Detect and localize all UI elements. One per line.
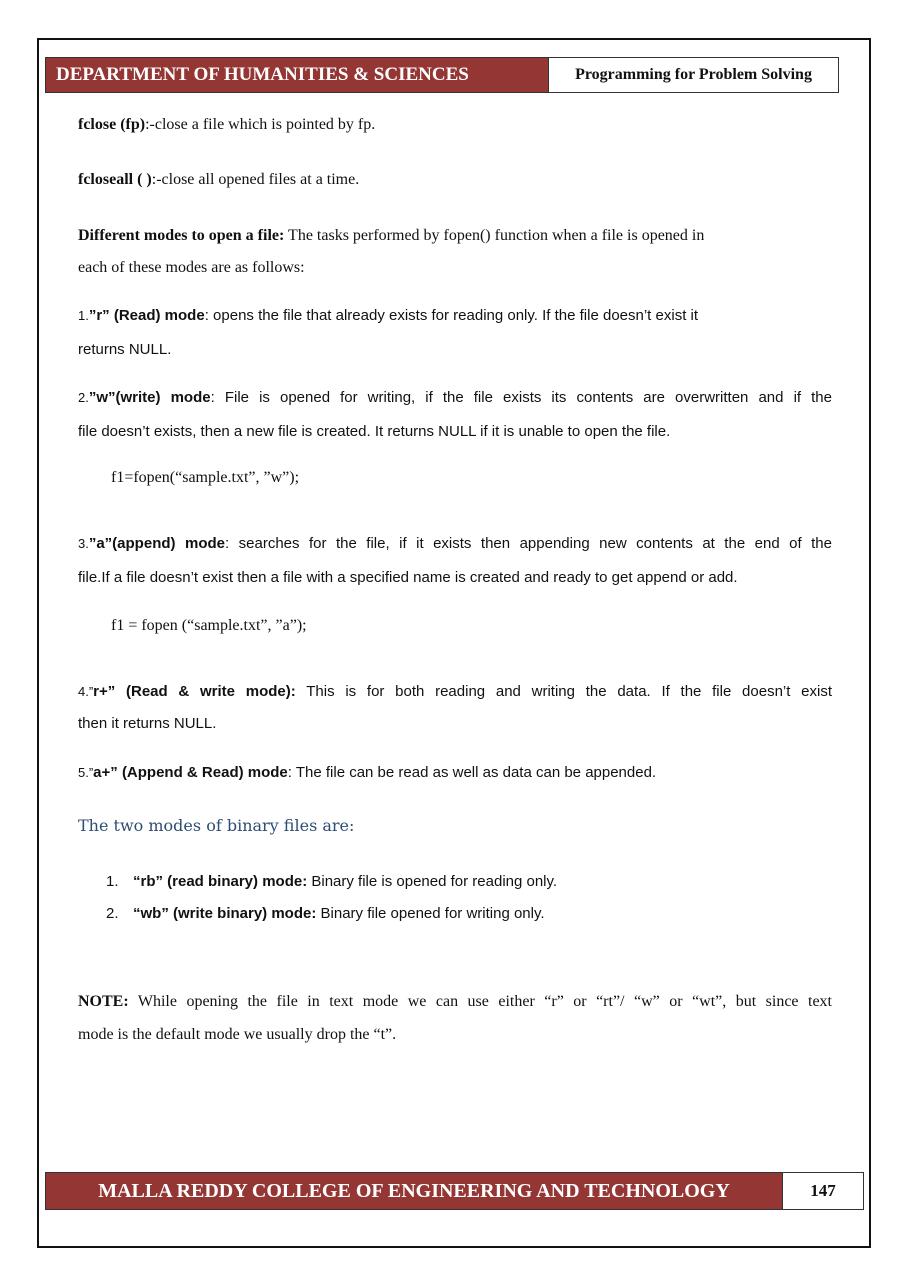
rb-mode-desc: Binary file is opened for reading only. [307, 873, 558, 890]
mode-w-number: 2. [78, 390, 89, 405]
list-item [106, 873, 557, 890]
mode-w-line2: file doesn’t exists, then a new file is created. It returns NULL if it is unable to open the file. [78, 423, 671, 440]
mode-w-line1 [78, 389, 832, 406]
college-name: MALLA REDDY COLLEGE OF ENGINEERING AND TECHNOLOGY [46, 1173, 782, 1209]
mode-r-line1 [78, 307, 698, 324]
rb-mode-term: “rb” (read binary) mode: [133, 873, 308, 890]
page-border [37, 38, 871, 1248]
mode-aplus-term: a+” (Append & Read) mode [93, 764, 288, 781]
mode-r-text1: : opens the file that already exists for reading only. If the file doesn’t exist it [204, 307, 699, 324]
list-item [106, 905, 545, 922]
note-text1: While opening the file in text mode we can use either “r” or “rt”/ “w” or “wt”, but since text [128, 993, 832, 1010]
mode-aplus-number: 5.” [78, 765, 94, 780]
mode-r-number: 1. [78, 308, 89, 323]
fclose-term: fclose (fp) [78, 116, 146, 133]
modes-intro-term: Different modes to open a file: [78, 227, 285, 244]
wb-mode-term: “wb” (write binary) mode: [133, 905, 317, 922]
mode-rplus-number: 4.” [78, 684, 94, 699]
modes-intro-text1: The tasks performed by fopen() function when a file is opened in [284, 227, 705, 244]
mode-a-number: 3. [78, 536, 89, 551]
mode-rplus-line1 [78, 683, 832, 700]
page-footer [45, 1172, 864, 1210]
mode-a-text1: : searches for the file, if it exists then appending new contents at the end of the [225, 535, 832, 552]
mode-a-code: f1 = fopen (“sample.txt”, ”a”); [111, 617, 307, 634]
mode-rplus-line2: then it returns NULL. [78, 715, 217, 732]
note-line1 [78, 993, 832, 1011]
fclose-line [78, 116, 375, 134]
list-item-number: 1. [106, 873, 119, 890]
mode-r-term: ”r” (Read) mode [88, 307, 205, 324]
mode-a-line2: file.If a file doesn’t exist then a file with a specified name is created and ready to get append or add. [78, 569, 738, 586]
page-header [45, 57, 839, 93]
mode-rplus-text1: This is for both reading and writing the data. If the file doesn’t exist [295, 683, 832, 700]
fclose-desc: :-close a file which is pointed by fp. [145, 116, 376, 133]
mode-w-text1: : File is opened for writing, if the file exists its contents are overwritten and if the [210, 389, 832, 406]
mode-rplus-term: r+” (Read & write mode): [93, 683, 296, 700]
mode-aplus-text: : The file can be read as well as data can be appended. [287, 764, 657, 781]
modes-intro-line2: each of these modes are as follows: [78, 259, 305, 276]
fcloseall-desc: :-close all opened files at a time. [151, 171, 360, 188]
mode-aplus-line [78, 764, 656, 781]
note-term: NOTE: [78, 993, 129, 1010]
list-item-number: 2. [106, 905, 119, 922]
mode-r-line2: returns NULL. [78, 341, 172, 358]
mode-w-term: ”w”(write) mode [88, 389, 211, 406]
mode-w-code: f1=fopen(“sample.txt”, ”w”); [111, 469, 300, 486]
fcloseall-line [78, 171, 359, 189]
wb-mode-desc: Binary file opened for writing only. [316, 905, 545, 922]
note-line2: mode is the default mode we usually drop the “t”. [78, 1026, 397, 1043]
binary-modes-heading: The two modes of binary files are: [78, 816, 355, 835]
department-title: DEPARTMENT OF HUMANITIES & SCIENCES [46, 58, 548, 92]
mode-a-line1 [78, 535, 832, 552]
modes-intro-line1 [78, 227, 704, 245]
page-number: 147 [782, 1173, 863, 1209]
mode-a-term: ”a”(append) mode [88, 535, 225, 552]
fcloseall-term: fcloseall ( ) [78, 171, 152, 188]
course-title: Programming for Problem Solving [548, 58, 838, 92]
